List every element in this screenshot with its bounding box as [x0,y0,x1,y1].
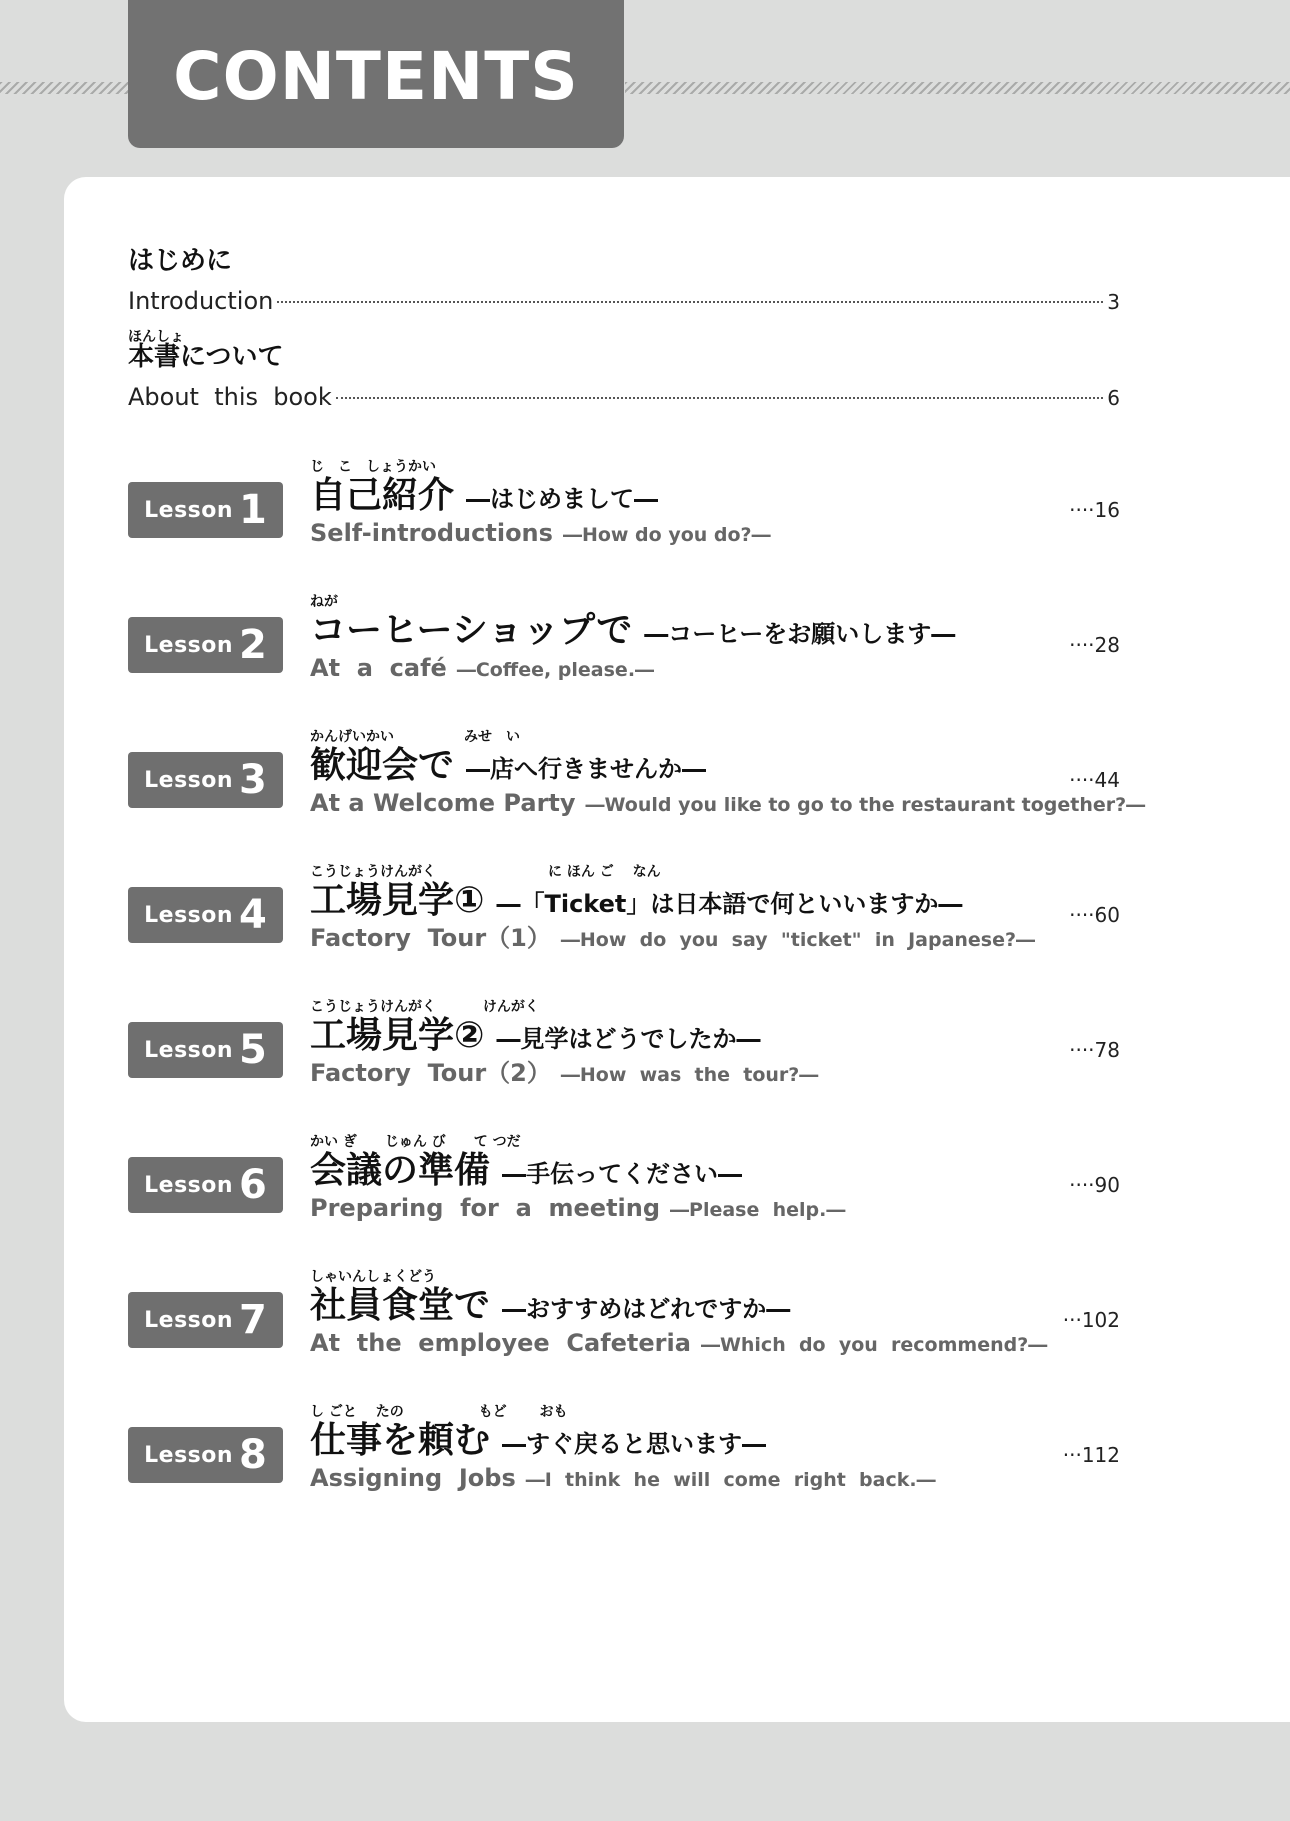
lesson-subtitle-en: ―Please help.― [670,1199,846,1221]
lesson-subtitle-jp: ―はじめまして― [466,485,659,513]
lesson-badge-number: 7 [239,1297,267,1343]
lesson-ruby: こうじょうけんがく に ほん ご なん [310,864,661,880]
toc-entry-page: 6 [1107,386,1120,410]
lesson-title-jp: 自己紹介 [310,475,455,516]
lesson-badge-number: 4 [239,892,267,938]
lesson-title-jp: 歓迎会で [310,745,455,786]
lesson-badge-word: Lesson [144,1037,234,1063]
lesson-title-row [310,610,956,651]
lesson-subtitle-jp: ―コーヒーをお願いします― [644,620,956,648]
toc-entry-page: 3 [1107,290,1120,314]
lesson-badge [128,617,283,673]
lesson-ruby: かい ぎ じゅん び て つだ [310,1134,521,1150]
lesson-title-row [310,475,659,516]
lesson-ruby: こうじょうけんがく けんがく [310,999,539,1015]
lesson-subtitle-jp: ―おすすめはどれですか― [502,1295,791,1323]
toc-entry-about[interactable] [128,385,1120,409]
lesson-title-row [310,1420,767,1461]
decorative-stripe-right [625,82,1290,94]
lesson-page: ····60 [1069,903,1120,927]
lesson-badge-word: Lesson [144,1307,234,1333]
lesson-page: ····28 [1069,633,1120,657]
lesson-title-en: Preparing for a meeting [310,1194,661,1222]
lesson-title-jp: 工場見学① [310,880,485,921]
lesson-title-en: Factory Tour（2） [310,1059,551,1087]
toc-entry-label: Introduction [128,287,274,315]
lesson-title-row [310,1150,743,1191]
lesson-subtitle-jp: ―店へ行きませんか― [466,755,707,783]
lesson-badge-number: 8 [239,1432,267,1478]
lesson-subtitle-jp: ―見学はどうでしたか― [496,1025,761,1053]
lesson-badge [128,1022,283,1078]
lesson-title-en-row [310,521,771,545]
lesson-badge-word: Lesson [144,902,234,928]
lesson-badge-word: Lesson [144,1172,234,1198]
lesson-badge-word: Lesson [144,767,234,793]
lesson-badge [128,1157,283,1213]
contents-title-tab [128,0,624,148]
dot-leader [277,301,1103,303]
lesson-subtitle-en: ―How do you do?― [562,524,771,546]
lesson-badge-number: 3 [239,757,267,803]
lesson-ruby: し ごと たの もど おも [310,1404,568,1420]
lesson-title-en-row [310,791,1145,815]
lesson-ruby: しゃいんしょくどう [310,1269,436,1285]
lesson-badge-word: Lesson [144,497,234,523]
lesson-subtitle-jp: ―すぐ戻ると思います― [502,1430,767,1458]
about-heading-jp: 本書について [128,342,284,372]
lesson-title-en-row [310,926,1035,950]
lesson-title-en-row [310,1466,936,1490]
lesson-badge [128,1427,283,1483]
intro-heading-jp: はじめに [128,246,233,276]
page-title: CONTENTS [173,38,579,115]
toc-entry-label: About this book [128,383,332,411]
lesson-title-jp: 社員食堂で [310,1285,491,1326]
lesson-title-en: At a Welcome Party [310,789,576,817]
lesson-subtitle-jp: ―手伝ってください― [502,1160,743,1188]
toc-entry-introduction[interactable] [128,289,1120,313]
lesson-ruby: じ こ しょうかい [310,459,436,475]
lesson-title-en: At the employee Cafeteria [310,1329,691,1357]
about-heading-ruby: ほんしょ [128,329,184,345]
lesson-badge-word: Lesson [144,1442,234,1468]
lesson-title-en-row [310,1331,1047,1355]
lesson-title-en-row [310,1061,818,1085]
lesson-title-en: Assigning Jobs [310,1464,516,1492]
lesson-badge [128,887,283,943]
lesson-page: ···102 [1062,1308,1120,1332]
lesson-subtitle-en: ―Which do you recommend?― [700,1334,1048,1356]
lesson-badge [128,482,283,538]
lesson-ruby: ねが [310,594,338,610]
lesson-title-row [310,880,963,921]
lesson-badge-number: 5 [239,1027,267,1073]
lesson-subtitle-en: ―How was the tour?― [560,1064,819,1086]
lesson-badge-number: 6 [239,1162,267,1208]
lesson-title-row [310,1285,791,1326]
lesson-title-jp: 工場見学② [310,1015,485,1056]
lesson-page: ····78 [1069,1038,1120,1062]
lesson-title-en-row [310,1196,845,1220]
dot-leader [336,397,1104,399]
lesson-title-jp: 会議の準備 [310,1150,491,1191]
lesson-subtitle-en: ―How do you say "ticket" in Japanese?― [560,929,1036,951]
lesson-title-row [310,1015,761,1056]
lesson-badge-number: 1 [239,487,267,533]
lesson-title-en: At a café [310,654,447,682]
lesson-badge [128,752,283,808]
lesson-ruby: かんげいかい みせ い [310,729,520,745]
lesson-page: ···112 [1062,1443,1120,1467]
lesson-title-jp: コーヒーショップで [310,610,633,651]
lesson-badge [128,1292,283,1348]
lesson-subtitle-en: ―I think he will come right back.― [525,1469,936,1491]
lesson-subtitle-en: ―Would you like to go to the restaurant together?― [585,794,1146,816]
lesson-badge-number: 2 [239,622,267,668]
lesson-page: ····16 [1069,498,1120,522]
lesson-badge-word: Lesson [144,632,234,658]
lesson-page: ····90 [1069,1173,1120,1197]
lesson-title-jp: 仕事を頼む [310,1420,491,1461]
lesson-page: ····44 [1069,768,1120,792]
lesson-subtitle-en: ―Coffee, please.― [456,659,655,681]
lesson-subtitle-jp: ―「Ticket」は日本語で何といいますか― [496,890,963,918]
decorative-stripe-left [0,82,128,94]
lesson-title-row [310,745,707,786]
lesson-title-en: Self-introductions [310,519,553,547]
lesson-title-en-row [310,656,654,680]
lesson-title-en: Factory Tour（1） [310,924,551,952]
